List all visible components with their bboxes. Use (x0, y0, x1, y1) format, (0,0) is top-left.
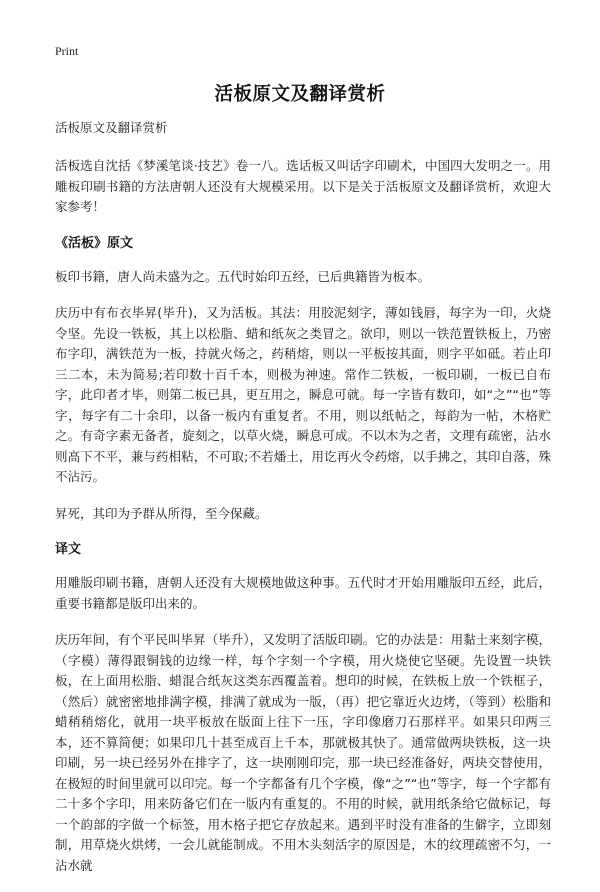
intro-paragraph: 活板选自沈括《梦溪笔谈·技艺》卷一八。选话板又叫话字印刷术，中国四大发明之一。用雕板印刷书籍的方法唐朝人还没有大规模采用。以下是关于活板原文及翻译赏析，欢迎大家参考！ (55, 158, 551, 214)
translation-paragraph-2: 庆历年间，有个平民叫毕昇（毕升），又发明了活版印刷。它的办法是：用黏土来刻字模，（字模）薄得跟铜钱的边缘一样，每个字刻一个字模，用火烧使它坚硬。先设置一块铁板，在上面用松脂、蜡混合纸灰这类东西覆盖着。想印的时候，在铁板上放一个铁框子，（然后）就密密地排满字模，排满了就成为一版，（再）把它靠近火边烤，（等到）松脂和蜡稍稍熔化，就用一块平板放在版面上往下一压，字印像磨刀石那样平。如果只印两三本，还不算简便；如果印几十甚至成百上千本，那就极其快了。通常做两块铁板，这一块印刷，另一块已经另外在排字了，这一块刚刚印完，那一块已经准备好，两块交替使用，在极短的时间里就可以印完。每一个字都备有几个字模，像“之”“也”等字，每一个字都有二十多个字印，用来防备它们在一版内有重复的。不用的时候，就用纸条给它做标记，每一个韵部的字做一个标签，用木格子把它存放起来。遇到平时没有准备的生僻字，立即刻制，用草烧火烘烤，一会儿就能制成。不用木头刻活字的原因是，木的纹理疏密不匀，一沾水就 (55, 632, 551, 873)
page-title: 活板原文及翻译赏析 (214, 84, 386, 105)
section-heading-original: 《活板》原文 (55, 235, 134, 251)
print-label[interactable]: Print (55, 44, 79, 58)
translation-paragraph-1: 用雕版印刷书籍，唐朝人还没有大规模地做这种事。五代时才开始用雕版印五经，此后，重要书籍都是版印出来的。 (55, 575, 551, 611)
original-paragraph-2: 庆历中有布衣毕昇(毕升)，又为活板。其法：用胶泥刻字，薄如钱唇，每字为一印，火烧令坚。先设一铁板，其上以松脂、蜡和纸灰之类冒之。欲印，则以一铁范置铁板上，乃密布字印，满铁范为一板，持就火炀之，药稍熔，则以一平板按其面，则字平如砥。若止印三二本，未为简易;若印数十百千本，则极为神速。常作二铁板，一板印刷，一板已自布字，此印者才毕，则第二板已具，更互用之，瞬息可就。每一字皆有数印，如“之”“也”等字，每字有二十余印，以备一板内有重复者。不用，则以纸帖之，每韵为一帖，木格贮之。有奇字素无备者，旋刻之，以草火烧，瞬息可成。不以木为之者，文理有疏密，沾水则高下不平，兼与药相粘，不可取;不若燔土，用讫再火令药熔，以手拂之，其印自落，殊不沾污。 (55, 305, 551, 484)
original-paragraph-3: 昇死，其印为予群从所得，至今保藏。 (55, 505, 268, 521)
original-paragraph-1: 板印书籍，唐人尚未盛为之。五代时始印五经，已后典籍皆为板本。 (55, 268, 431, 284)
section-heading-translation: 译文 (55, 542, 82, 557)
article-body (55, 118, 551, 892)
article-subtitle: 活板原文及翻译赏析 (55, 120, 168, 135)
